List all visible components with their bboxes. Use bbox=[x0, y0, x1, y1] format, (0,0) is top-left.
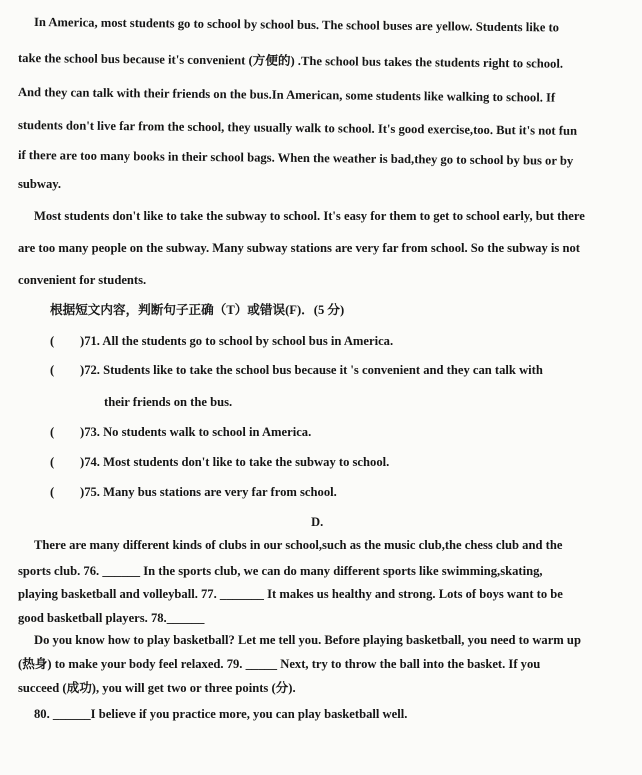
question-74 bbox=[50, 454, 630, 470]
answer-paren: ( bbox=[50, 363, 55, 377]
answer-paren: ( bbox=[50, 425, 55, 439]
question-text: )71. All the students go to school by school bus in America. bbox=[80, 334, 394, 348]
true-false-instruction: 根据短文内容，判断句子正确（T）或错误(F)．(5 分) bbox=[50, 303, 345, 317]
question-text: )75. Many bus stations are very far from school. bbox=[80, 485, 337, 499]
passage-d-line: good basketball players. 78.______ bbox=[18, 611, 205, 625]
answer-paren: ( bbox=[50, 455, 55, 469]
passage-c-line: take the school bus because it's convenient (方便的) .The school bus takes the students right to school. bbox=[17, 51, 564, 71]
passage-c-line: In America, most students go to school by school bus. The school buses are yellow. Students like to bbox=[33, 15, 560, 35]
passage-c-line: if there are too many books in their school bags. When the weather is bad,they go to school by bus or by bbox=[17, 148, 574, 168]
answer-paren: ( bbox=[50, 485, 55, 499]
passage-d-line: playing basketball and volleyball. 77. _______ It makes us healthy and strong. Lots of boys want to be bbox=[18, 587, 563, 601]
passage-d-line: (热身) to make your body feel relaxed. 79. _____ Next, try to throw the ball into the basket. If you bbox=[18, 657, 541, 671]
passage-c-line: convenient for students. bbox=[18, 273, 147, 287]
passage-d-line: succeed (成功), you will get two or three points (分). bbox=[18, 681, 296, 695]
question-73 bbox=[50, 424, 630, 440]
passage-c-line: Most students don't like to take the subway to school. It's easy for them to get to school early, but there bbox=[34, 209, 585, 223]
passage-c-line: are too many people on the subway. Many subway stations are very far from school. So the subway is not bbox=[18, 241, 580, 255]
question-72-continuation: their friends on the bus. bbox=[104, 395, 233, 409]
passage-d-line: Do you know how to play basketball? Let me tell you. Before playing basketball, you need to warm up bbox=[34, 633, 581, 647]
passage-d-line: There are many different kinds of clubs in our school,such as the music club,the chess club and the bbox=[34, 538, 563, 552]
passage-c-line: And they can talk with their friends on the bus.In American, some students like walking to school. If bbox=[17, 85, 556, 105]
section-heading: D. bbox=[311, 515, 324, 529]
question-72 bbox=[50, 362, 630, 378]
question-75 bbox=[50, 484, 630, 500]
question-text: )72. Students like to take the school bus because it 's convenient and they can talk with bbox=[80, 363, 543, 377]
passage-d-line: 80. ______I believe if you practice more, you can play basketball well. bbox=[34, 707, 408, 721]
question-text: )74. Most students don't like to take the subway to school. bbox=[80, 455, 390, 469]
question-71 bbox=[50, 333, 630, 349]
answer-paren: ( bbox=[50, 334, 55, 348]
passage-c-line: students don't live far from the school, they usually walk to school. It's good exercise,too. But it's not fun bbox=[17, 118, 578, 138]
passage-d-line: sports club. 76. ______ In the sports club, we can do many different sports like swimming,skating, bbox=[18, 564, 543, 578]
question-text: )73. No students walk to school in America. bbox=[80, 425, 312, 439]
passage-c-line: subway. bbox=[18, 177, 62, 191]
